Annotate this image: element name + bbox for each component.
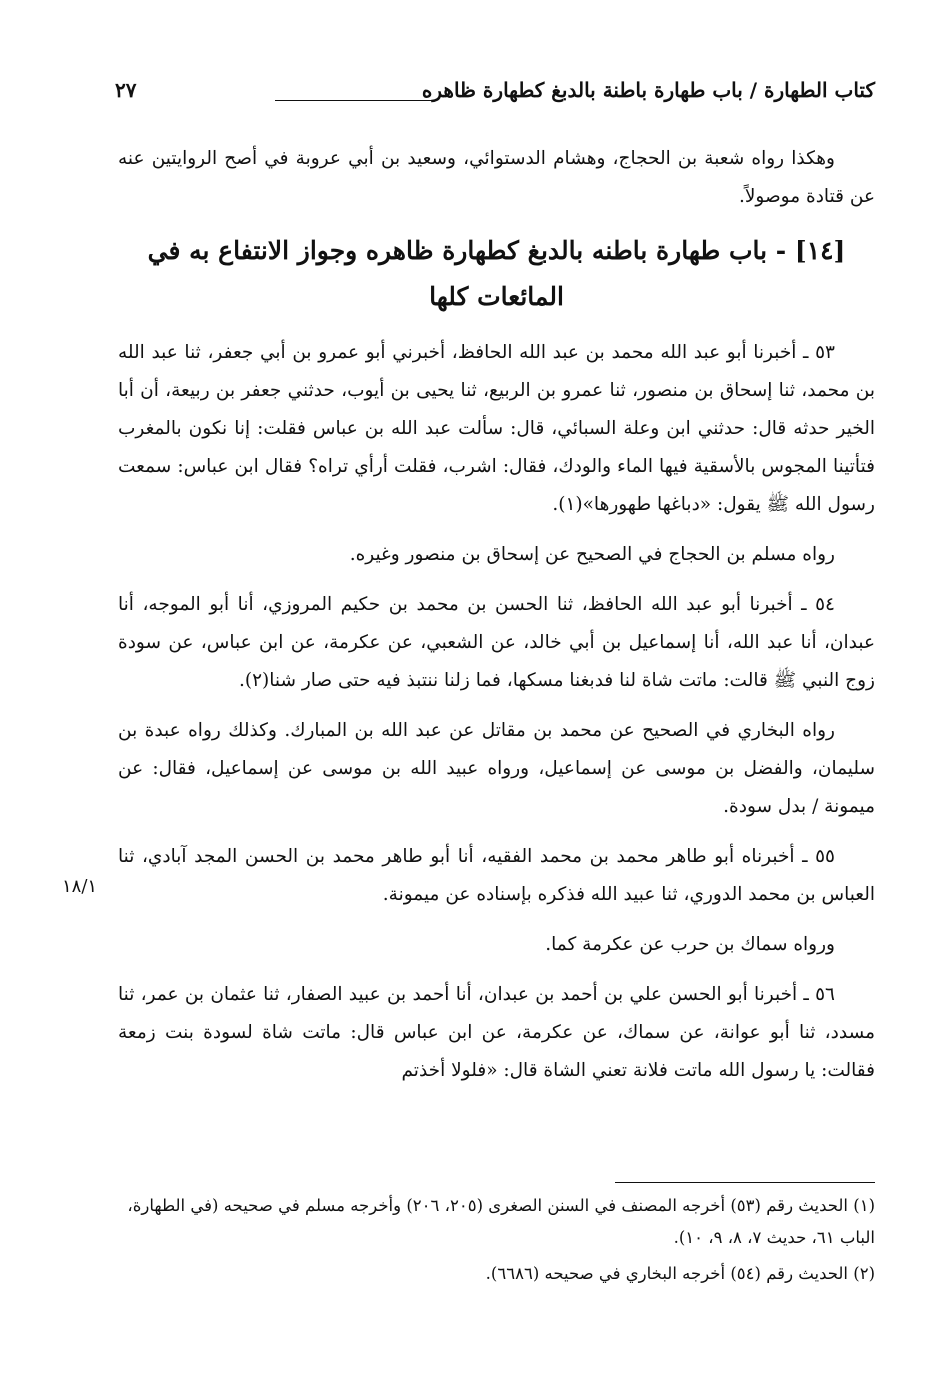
hadith-54: ٥٤ ـ أخبرنا أبو عبد الله الحافظ، ثنا الحسن بن محمد بن حكيم المروزي، أنا أبو الموجه، أنا عبدان، أنا عبد الله، أنا إسماعيل بن أبي خالد، عن الشعبي، عن عكرمة، عن ابن عباس، عن سودة زوج النبي ﷺ قالت: ماتت شاة لنا فدبغنا مسكها، فما زلنا ننتبذ فيه حتى صار شنا(٢). [118,594,875,691]
page-header [115,78,875,112]
riwaya-53: رواه مسلم بن الحجاج في الصحيح عن إسحاق بن منصور وغيره. [349,544,835,565]
footnotes [118,1176,875,1294]
running-title: كتاب الطهارة / باب طهارة باطنة بالدبغ كطهارة ظاهره [421,78,875,102]
manuscript-folio-note: ١٨/١ [62,876,98,897]
chapter-title: [١٤] - باب طهارة باطنه بالدبغ كطهارة ظاهره وجواز الانتفاع به في المائعات كلها [147,236,846,311]
page-number: ٢٧ [115,78,137,102]
footnote-1: (١) الحديث رقم (٥٣) أخرجه المصنف في السنن الصغرى (٢٠٥، ٢٠٦) وأخرجه مسلم في صحيحه (في الطهارة، الباب ٦١، حديث ٧، ٨، ٩، ١٠). [127,1196,875,1247]
riwaya-54: رواه البخاري في الصحيح عن محمد بن مقاتل عن عبد الله بن المبارك. وكذلك رواه عبدة بن سليمان، والفضل بن موسى عن إسماعيل، ورواه عبيد الله بن موسى عن إسماعيل، فقال: عن ميمونة / بدل سودة. [118,720,875,817]
main-text [118,140,875,1102]
hadith-56: ٥٦ ـ أخبرنا أبو الحسن علي بن أحمد بن عبدان، أنا أحمد بن عبيد الصفار، ثنا عثمان بن عمر، ثنا مسدد، ثنا أبو عوانة، عن سماك، عن عكرمة، عن ابن عباس قال: ماتت شاة لسودة بنت زمعة فقالت: يا رسول الله ماتت فلانة تعني الشاة قال: «فلولا أخذتم [118,984,875,1081]
hadith-55: ٥٥ ـ أخبرناه أبو طاهر محمد بن محمد الفقيه، أنا أبو طاهر محمد بن الحسن المجد آبادي، ثنا العباس بن محمد الدوري، ثنا عبيد الله فذكره بإسناده عن ميمونة. [118,846,875,905]
riwaya-55: ورواه سماك بن حرب عن عكرمة كما. [545,934,835,955]
footnote-2: (٢) الحديث رقم (٥٤) أخرجه البخاري في صحيحه (٦٦٨٦). [485,1264,875,1283]
paragraph-intro: وهكذا رواه شعبة بن الحجاج، وهشام الدستوائي، وسعيد بن أبي عروبة في أصح الروايتين عنه عن قتادة موصولاً. [118,148,875,207]
hadith-53: ٥٣ ـ أخبرنا أبو عبد الله محمد بن عبد الله الحافظ، أخبرني أبو عمرو بن أبي جعفر، ثنا عبد الله بن محمد، ثنا إسحاق بن منصور، ثنا عمرو بن الربيع، ثنا يحيى بن أيوب، حدثني جعفر بن ربيعة، أن أبا الخير حدثه قال: حدثني ابن وعلة السبائي، قال: سألت عبد الله بن عباس فقلت: إنا نكون بالمغرب فتأتينا المجوس بالأسقية فيها الماء والودك، فقال: اشرب، فقلت أرأي تراه؟ فقال ابن عباس: سمعت رسول الله ﷺ يقول: «دباغها طهورها»(١). [118,342,875,515]
header-rule [275,100,435,101]
